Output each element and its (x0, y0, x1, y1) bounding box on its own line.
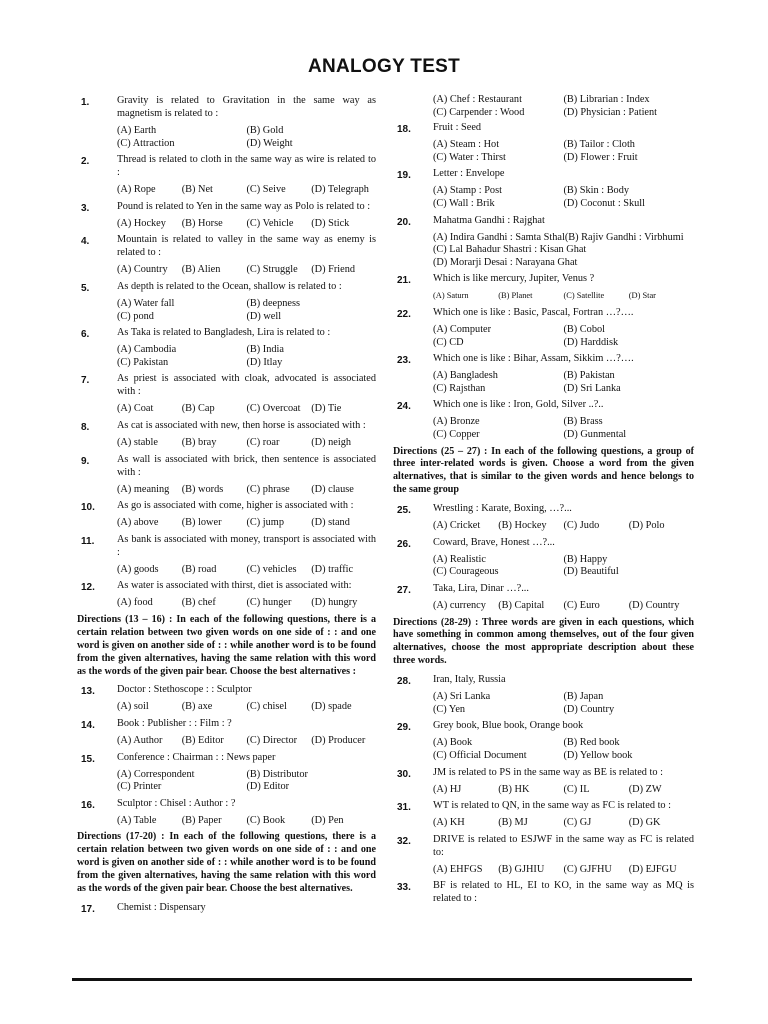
option-item: (A) currency (433, 599, 486, 611)
option-item: (D) Beautiful (563, 566, 619, 578)
option-item: (D) Country (563, 703, 615, 715)
option-item: (A) Cambodia (117, 344, 177, 356)
option-item: (D) Weight (246, 137, 293, 149)
option-item: (D) Editor (246, 781, 290, 793)
options-list (433, 817, 694, 830)
options-list (433, 520, 694, 533)
option-item: (C) phrase (246, 483, 290, 495)
option-item: (A) Rope (117, 184, 156, 196)
question-number: 22. (397, 308, 411, 320)
option-item: (B) Rajiv Gandhi : Virbhumi (564, 231, 684, 243)
option-item: (D) Yellow book (563, 749, 633, 761)
option-item: (A) Hockey (117, 217, 166, 229)
question-block (77, 683, 376, 714)
option-item: (A) food (117, 597, 153, 609)
question-number: 13. (81, 686, 95, 698)
question-text: Which one is like : Basic, Pascal, Fortran …?…. (433, 306, 634, 318)
option-item: (D) GK (628, 817, 661, 829)
question-block (393, 502, 694, 533)
option-item: (D) Star (628, 291, 656, 301)
option-item: (B) Capital (498, 599, 545, 611)
question-block (393, 121, 694, 164)
option-item: (D) ZW (628, 783, 662, 795)
question-number: 14. (81, 720, 95, 732)
option-item: (D) Stick (311, 217, 350, 229)
option-item: (D) Harddisk (563, 336, 619, 348)
option-item: (C) IL (563, 783, 590, 795)
option-item: (D) neigh (311, 436, 351, 448)
question-number: 25. (397, 505, 411, 517)
directions-text: Directions (28-29) : Three words are given in each questions, which have something in common among themselves, out of the four given alternatives, choose the most appropriate description about these three words. (393, 616, 694, 667)
question-text: Taka, Lira, Dinar …?... (433, 582, 529, 594)
options-list (117, 484, 376, 497)
option-item: (C) Overcoat (246, 403, 301, 415)
options-list (433, 324, 694, 349)
question-text: Fruit : Seed (433, 122, 482, 134)
question-number: 3. (81, 202, 90, 214)
options-list (117, 437, 376, 450)
option-item: (B) Distributor (246, 768, 308, 780)
option-item: (B) Planet (498, 291, 533, 301)
question-text: Grey book, Blue book, Orange book (433, 720, 584, 732)
option-item: (C) hunger (246, 597, 292, 609)
option-item: (D) Physician : Patient (563, 106, 658, 118)
option-item: (B) HK (498, 783, 530, 795)
option-item: (C) GJFHU (563, 863, 612, 875)
option-item: (A) Book (433, 737, 473, 749)
option-item: (D) hungry (311, 597, 358, 609)
question-block (393, 352, 694, 395)
option-item: (D) Sri Lanka (563, 382, 621, 394)
option-item: (D) Gunmental (563, 428, 627, 440)
options-list (433, 416, 694, 441)
question-text: Letter : Envelope (433, 168, 505, 180)
option-item: (C) Pakistan (117, 356, 169, 368)
question-block (77, 372, 376, 416)
question-number: 33. (397, 882, 411, 894)
option-item: (D) Itlay (246, 356, 283, 368)
option-item: (C) Wall : Brik (433, 197, 495, 209)
option-item: (D) EJFGU (628, 863, 677, 875)
question-number: 18. (397, 124, 411, 136)
option-item: (B) bray (181, 436, 217, 448)
option-item: (C) Director (246, 735, 298, 747)
options-list (117, 298, 376, 323)
question-text: Sculptor : Chisel : Author : ? (117, 797, 236, 809)
options-list (433, 600, 694, 613)
option-item: (A) Saturn (433, 291, 469, 301)
question-number: 10. (81, 502, 95, 514)
option-item: (C) Rajsthan (433, 382, 486, 394)
question-text: Wrestling : Karate, Boxing, …?... (433, 503, 572, 515)
question-number: 11. (81, 535, 95, 547)
question-block (77, 751, 376, 794)
option-item: (A) Computer (433, 323, 492, 335)
option-item: (C) Courageous (433, 566, 499, 578)
question-block (77, 717, 376, 748)
option-item: (D) Country (628, 599, 680, 611)
option-item: (C) Official Document (433, 749, 527, 761)
option-item: (C) chisel (246, 701, 287, 713)
question-block (77, 533, 376, 577)
options-list (117, 701, 376, 714)
option-item: (C) Attraction (117, 137, 175, 149)
question-number: 9. (81, 455, 90, 467)
options-list (433, 691, 694, 716)
option-item: (A) Correspondent (117, 768, 195, 780)
question-text: DRIVE is related to ESJWF in the same way as FC is related to: (433, 833, 694, 858)
question-text: As water is associated with thirst, diet is associated with: (117, 580, 352, 592)
option-item: (C) Water : Thirst (433, 151, 506, 163)
option-item: (A) EHFGS (433, 863, 483, 875)
option-item: (C) Satellite (563, 291, 605, 301)
option-item: (A) Stamp : Post (433, 185, 502, 197)
option-item: (C) CD (433, 336, 464, 348)
question-block (77, 233, 376, 277)
option-item: (B) Red book (563, 737, 620, 749)
option-item: (C) Book (246, 814, 286, 826)
option-item: (B) Happy (563, 553, 608, 565)
question-block (77, 901, 376, 914)
question-text: Which one is like : Bihar, Assam, Sikkim …?…. (433, 353, 634, 365)
question-number: 5. (81, 282, 90, 294)
option-item: (B) Editor (181, 735, 224, 747)
question-block (77, 280, 376, 323)
option-item: (D) Morarji Desai : Narayana Ghat (433, 256, 578, 268)
option-item: (B) Skin : Body (563, 185, 630, 197)
question-block (77, 326, 376, 369)
option-item: (B) Pakistan (563, 370, 615, 382)
options-list (117, 597, 376, 610)
question-number: 6. (81, 329, 90, 341)
options-list (433, 139, 694, 164)
question-block (393, 673, 694, 716)
option-item: (B) lower (181, 517, 222, 529)
option-item: (A) Sri Lanka (433, 691, 491, 703)
question-number: 19. (397, 170, 411, 182)
question-block (77, 499, 376, 530)
question-block (77, 200, 376, 231)
option-item: (B) GJHIU (498, 863, 545, 875)
option-item: (A) above (117, 517, 159, 529)
question-number: 20. (397, 216, 411, 228)
option-item: (C) Lal Bahadur Shastri : Kisan Ghat (433, 244, 587, 256)
question-block (77, 94, 376, 150)
question-text: Mountain is related to valley in the same way as enemy is related to : (117, 234, 376, 259)
option-item: (C) Judo (563, 520, 600, 532)
option-item: (A) KH (433, 817, 465, 829)
question-text: WT is related to QN, in the same way as FC is related to : (433, 800, 672, 812)
option-item: (A) Coat (117, 403, 154, 415)
question-number: 31. (397, 802, 411, 814)
options-list (117, 735, 376, 748)
question-block (393, 766, 694, 797)
question-block (393, 582, 694, 613)
options-list (117, 184, 376, 197)
option-item: (D) Pen (311, 814, 344, 826)
option-item: (A) Bangladesh (433, 370, 498, 382)
question-block (77, 419, 376, 450)
question-text: As go is associated with come, higher is associated with : (117, 500, 354, 512)
option-item: (A) Author (117, 735, 163, 747)
option-item: (D) well (246, 310, 282, 322)
question-text: Which is like mercury, Jupiter, Venus ? (433, 273, 595, 285)
question-text: Doctor : Stethoscope : : Sculptor (117, 684, 252, 696)
option-item: (B) Paper (181, 814, 222, 826)
question-text: As cat is associated with new, then horse is associated with : (117, 419, 366, 431)
question-text: Iran, Italy, Russia (433, 674, 506, 686)
option-item: (B) Net (181, 184, 213, 196)
question-number: 23. (397, 355, 411, 367)
option-item: (C) Copper (433, 428, 480, 440)
options-list (433, 737, 694, 762)
question-block (77, 579, 376, 610)
question-text: Coward, Brave, Honest …?... (433, 536, 555, 548)
question-block (77, 453, 376, 497)
question-text: Chemist : Dispensary (117, 901, 206, 913)
option-item: (A) HJ (433, 783, 462, 795)
question-block (393, 306, 694, 349)
question-text: Which one is like : Iron, Gold, Silver ..?.. (433, 399, 604, 411)
option-item: (B) Japan (563, 691, 604, 703)
option-item: (B) Cap (181, 403, 215, 415)
option-item: (D) Telegraph (311, 184, 369, 196)
options-list (433, 554, 694, 579)
option-item: (D) Flower : Fruit (563, 151, 638, 163)
options-list (117, 517, 376, 530)
option-item: (A) Chef : Restaurant (433, 94, 522, 105)
bottom-rule (72, 978, 692, 981)
option-item: (C) roar (246, 436, 280, 448)
option-item: (D) Polo (628, 520, 665, 532)
option-item: (A) Water fall (117, 297, 175, 309)
option-item: (A) Realistic (433, 553, 486, 565)
option-item: (B) road (181, 563, 217, 575)
options-list (433, 864, 694, 877)
option-item: (A) soil (117, 701, 149, 713)
question-block (393, 214, 694, 270)
options-list (117, 264, 376, 277)
option-item: (D) stand (311, 517, 350, 529)
question-block (393, 799, 694, 830)
options-list (433, 232, 694, 270)
question-text: Gravity is related to Gravitation in the same way as magnetism is related to : (117, 95, 376, 119)
option-item: (C) Printer (117, 781, 162, 793)
option-item: (B) Gold (246, 125, 284, 136)
option-item: (C) Vehicle (246, 217, 294, 229)
question-block (393, 272, 694, 303)
question-number: 32. (397, 835, 411, 847)
option-item: (D) traffic (311, 563, 354, 575)
option-item: (C) Yen (433, 703, 466, 715)
question-number: 16. (81, 799, 95, 811)
options-list (433, 185, 694, 210)
question-number: 17. (81, 903, 95, 915)
options-list (117, 564, 376, 577)
question-text: Thread is related to cloth in the same way as wire is related to : (117, 154, 376, 179)
question-block (77, 153, 376, 197)
question-number: 12. (81, 582, 95, 594)
question-block (393, 536, 694, 579)
options-list (117, 344, 376, 369)
option-item: (C) Struggle (246, 264, 298, 276)
question-text: As priest is associated with cloak, advocated is associated with : (117, 373, 376, 398)
option-item: (B) India (246, 344, 284, 356)
question-text: Book : Publisher : : Film : ? (117, 718, 232, 730)
question-block (393, 879, 694, 905)
options-list (433, 370, 694, 395)
option-item: (B) words (181, 483, 224, 495)
options-list (117, 125, 376, 150)
option-item: (B) Hockey (498, 520, 547, 532)
option-item: (D) clause (311, 483, 354, 495)
question-number: 1. (81, 97, 90, 108)
option-item: (A) Earth (117, 125, 157, 136)
question-block (77, 797, 376, 828)
question-number: 24. (397, 401, 411, 413)
question-block (393, 719, 694, 762)
question-block (393, 94, 694, 119)
page-title: ANALOGY TEST (307, 56, 461, 77)
option-item: (A) Country (117, 264, 168, 276)
question-number: 29. (397, 722, 411, 734)
question-number: 4. (81, 236, 90, 248)
option-item: (C) Euro (563, 599, 600, 611)
option-item: (D) Producer (311, 735, 366, 747)
options-list (117, 769, 376, 794)
question-text: As wall is associated with brick, then sentence is associated with : (117, 453, 376, 478)
options-list (433, 94, 694, 119)
question-number: 7. (81, 375, 90, 387)
options-list (117, 218, 376, 231)
question-number: 26. (397, 538, 411, 550)
question-block (393, 833, 694, 877)
directions-text: Directions (13 – 16) : In each of the following questions, there is a certain relation between two given words on one side of : : and one word is given on another side of : : while another word is to be found from the given alternatives, having the same relation with this word as the words of the given pair bear. Choose the best alternatives : (77, 613, 376, 677)
option-item: (B) Tailor : Cloth (563, 139, 635, 151)
option-item: (A) Steam : Hot (433, 139, 500, 151)
option-item: (B) Brass (563, 416, 603, 428)
directions-text: Directions (25 – 27) : In each of the following questions, a group of three inter-related words is given. Choose a word from the given alternatives, that is similar to the given words and hence belongs to the same group (393, 445, 694, 496)
option-item: (D) Tie (311, 403, 342, 415)
option-item: (B) chef (181, 597, 216, 609)
option-item: (B) Cobol (563, 323, 605, 335)
option-item: (C) GJ (563, 817, 592, 829)
option-item: (C) vehicles (246, 563, 297, 575)
question-text: BF is related to HL, EI to KO, in the same way as MQ is related to : (433, 880, 694, 905)
option-item: (C) pond (117, 310, 154, 322)
option-item: (A) stable (117, 436, 158, 448)
options-list (117, 815, 376, 828)
question-block (393, 167, 694, 210)
option-item: (C) Seive (246, 184, 286, 196)
question-number: 2. (81, 156, 90, 168)
question-text: As Taka is related to Bangladesh, Lira is related to : (117, 327, 331, 339)
question-text: Pound is related to Yen in the same way as Polo is related to : (117, 200, 371, 212)
question-text: Conference : Chairman : : News paper (117, 751, 276, 763)
option-item: (B) MJ (498, 817, 528, 829)
option-item: (A) Cricket (433, 520, 481, 532)
option-item: (A) Bronze (433, 416, 480, 428)
option-item: (D) spade (311, 701, 352, 713)
question-number: 8. (81, 421, 90, 433)
question-text: As bank is associated with money, transport is associated with : (117, 533, 376, 558)
options-list (117, 403, 376, 416)
options-list (433, 784, 694, 797)
option-item: (D) Friend (311, 264, 356, 276)
option-item: (B) Horse (181, 217, 223, 229)
option-item: (A) Table (117, 814, 157, 826)
option-item: (A) meaning (117, 483, 170, 495)
question-number: 21. (397, 275, 411, 287)
options-list (433, 290, 694, 303)
option-item: (D) Coconut : Skull (563, 197, 646, 209)
question-number: 28. (397, 676, 411, 688)
option-item: (C) jump (246, 517, 284, 529)
option-item: (B) Alien (181, 264, 221, 276)
question-text: JM is related to PS in the same way as BE is related to : (433, 766, 663, 778)
option-item: (A) goods (117, 563, 159, 575)
question-number: 30. (397, 768, 411, 780)
question-number: 15. (81, 753, 95, 765)
option-item: (C) Carpender : Wood (433, 106, 525, 118)
directions-text: Directions (17-20) : In each of the following questions, there is a certain relation between two given words on one side of : : and one word is given on another side of : : while another word is to be found from the given alternatives, having the same relation with this word as the words of the given pair bear. Choose the best alternatives. (77, 831, 376, 895)
question-block (393, 398, 694, 441)
option-item: (B) axe (181, 701, 213, 713)
option-item: (B) Librarian : Index (563, 94, 650, 105)
question-text: As depth is related to the Ocean, shallow is related to : (117, 280, 342, 292)
option-item: (B) deepness (246, 297, 300, 309)
question-number: 27. (397, 584, 411, 596)
option-item: (A) Indira Gandhi : Samta Sthal (433, 231, 565, 243)
right-column (393, 94, 694, 910)
left-column (77, 94, 376, 919)
question-text: Mahatma Gandhi : Rajghat (433, 214, 545, 226)
